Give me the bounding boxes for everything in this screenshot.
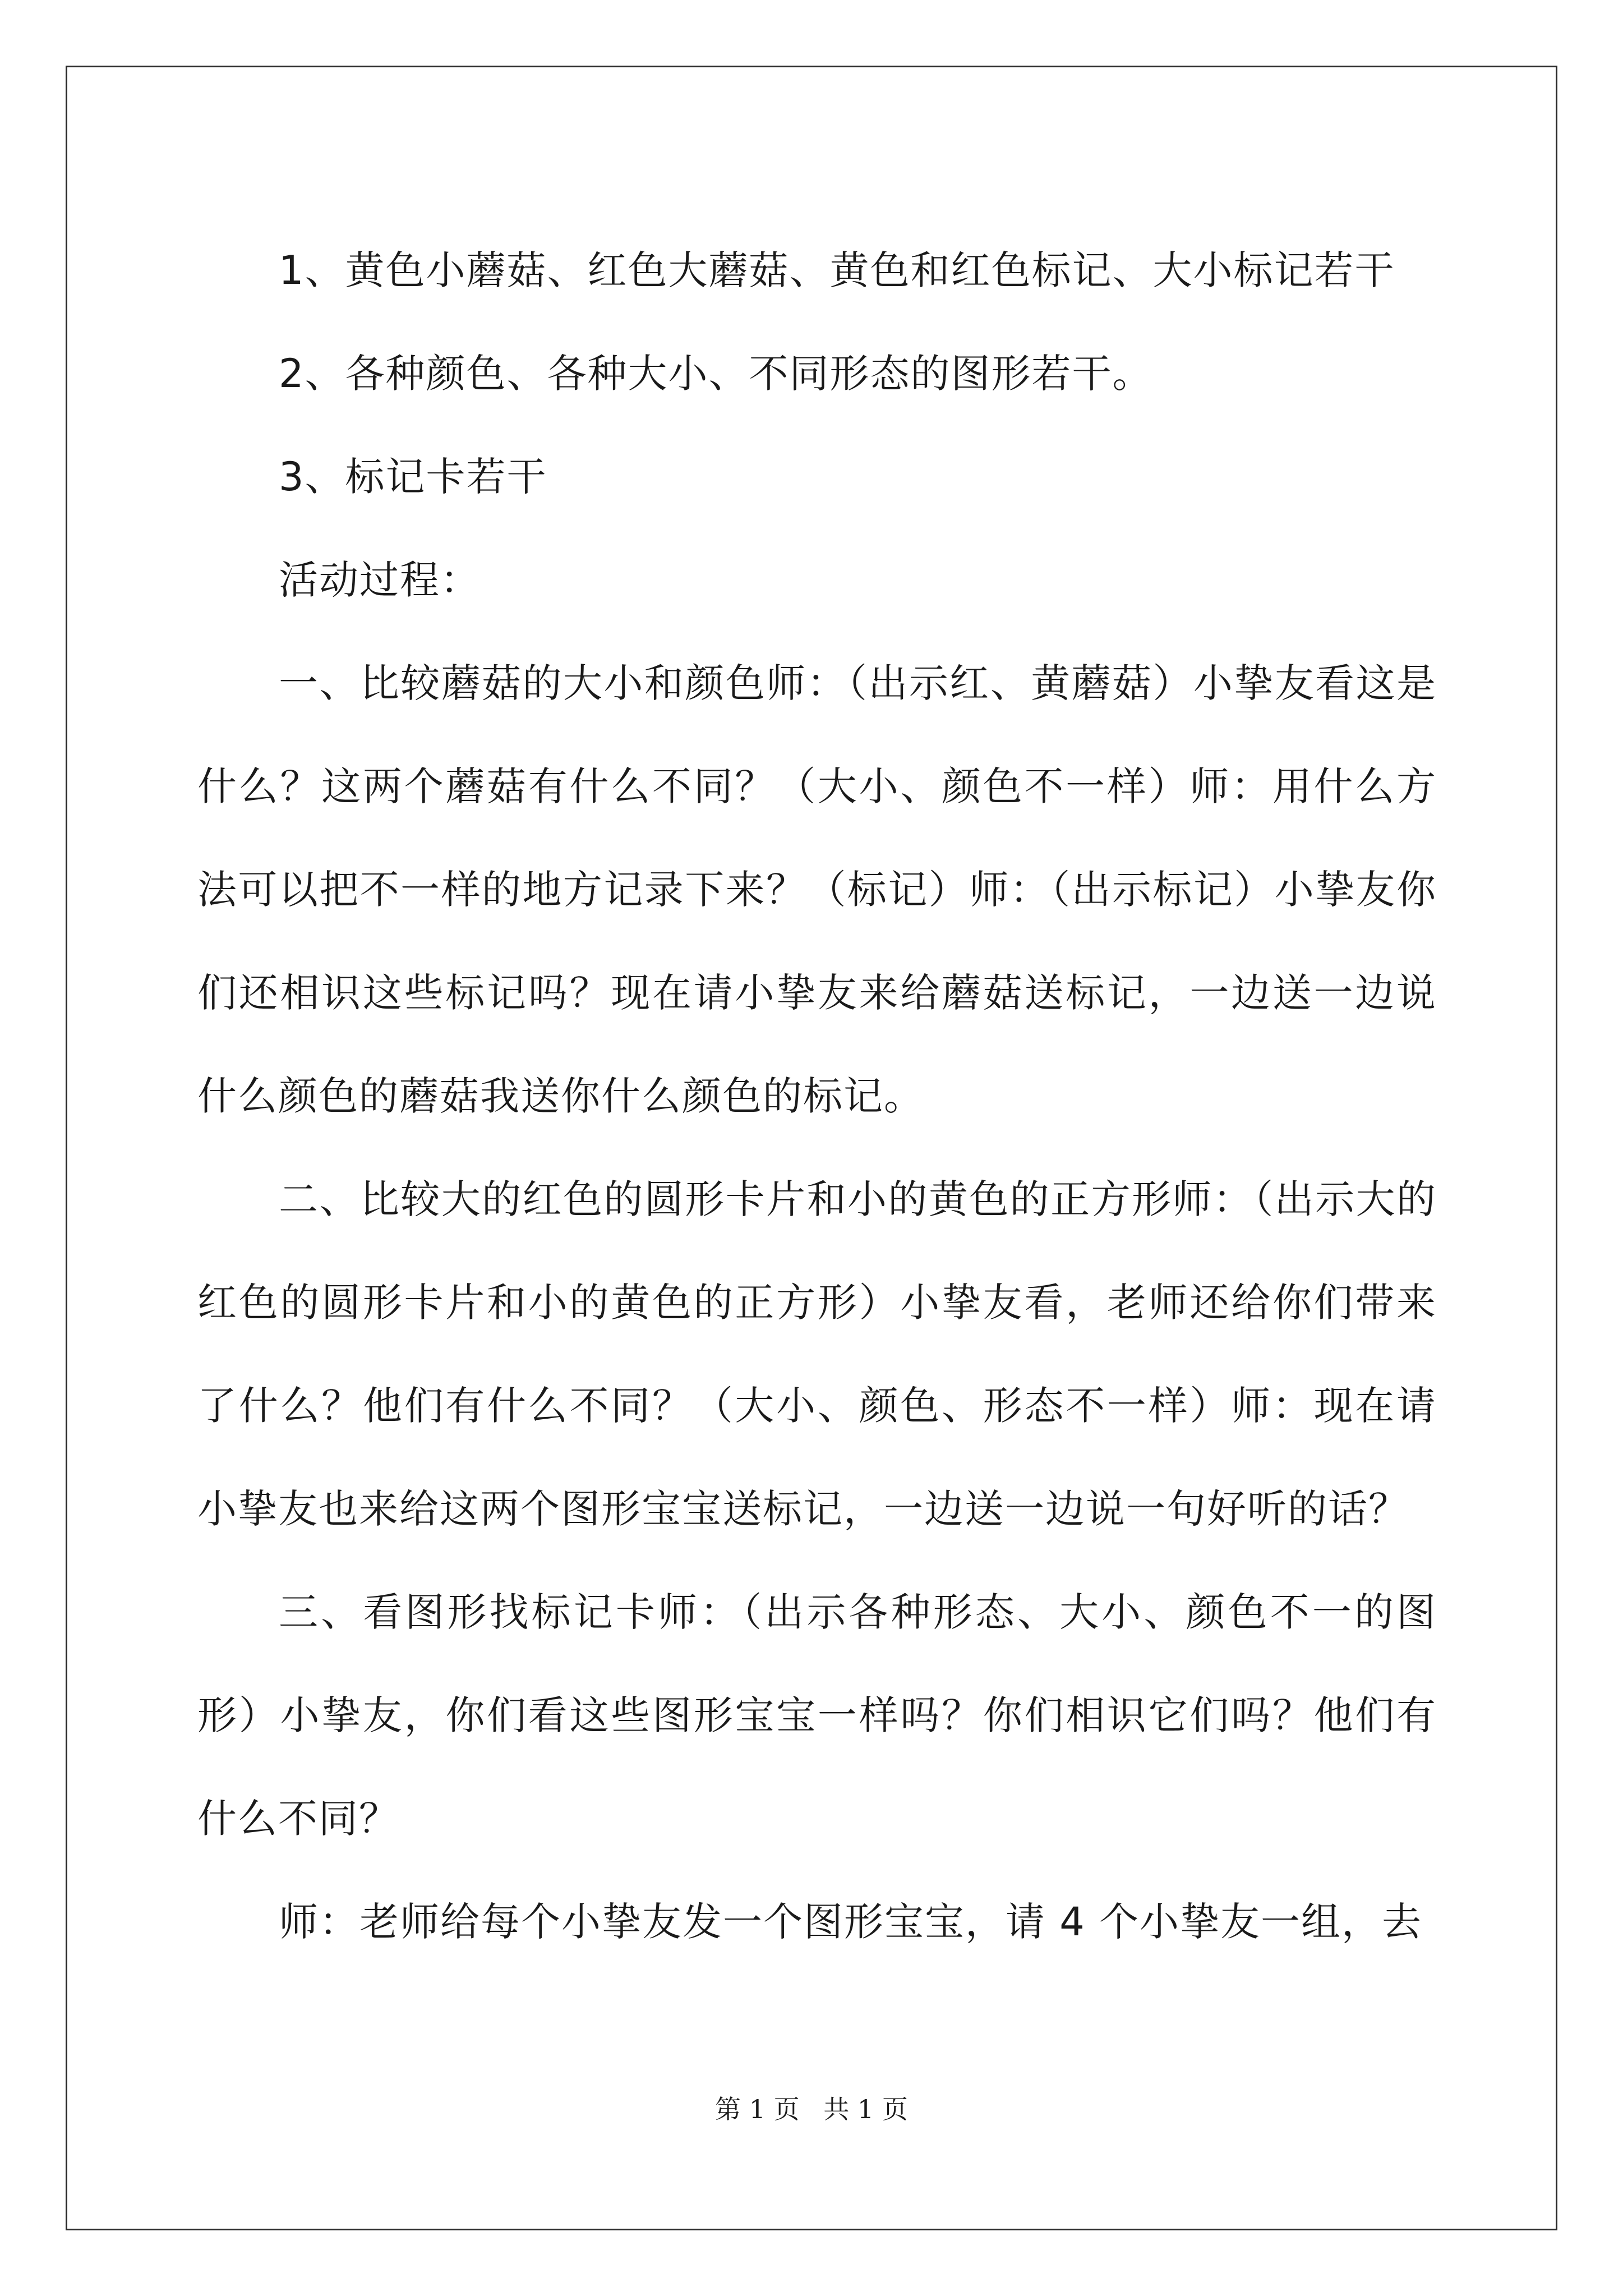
- paragraph: 一、比较蘑菇的大小和颜色师：（出示红、黄蘑菇）小挚友看这是什么？这两个蘑菇有什么不同？（大小、颜色不一样）师：用什么方法可以把不一样的地方记录下来？（标记）师：（出示标记）小挚友你们还相识这些标记吗？现在请小挚友来给蘑菇送标记，一边送一边说什么颜色的蘑菇我送你什么颜色的标记。: [197, 660, 1437, 1119]
- document-body: [197, 219, 1437, 1973]
- paragraph: 活动过程：: [279, 557, 481, 603]
- paragraph: 师：老师给每个小挚友发一个图形宝宝，请 4 个小挚友一组，去: [279, 1899, 1423, 1945]
- page-number: 第 1 页: [715, 2094, 800, 2124]
- paragraph: 3、标记卡若干: [279, 454, 547, 500]
- paragraph: 1、黄色小蘑菇、红色大蘑菇、黄色和红色标记、大小标记若干: [279, 247, 1395, 293]
- page-footer: [0, 2092, 1623, 2126]
- paragraph: 二、比较大的红色的圆形卡片和小的黄色的正方形师：（出示大的红色的圆形卡片和小的黄色的正方形）小挚友看，老师还给你们带来了什么？他们有什么不同？（大小、颜色、形态不一样）师：现在请小挚友也来给这两个图形宝宝送标记，一边送一边说一句好听的话？: [197, 1176, 1437, 1532]
- paragraph: 2、各种颜色、各种大小、不同形态的图形若干。: [279, 351, 1153, 397]
- paragraph: 三、看图形找标记卡师：（出示各种形态、大小、颜色不一的图形）小挚友，你们看这些图形宝宝一样吗？你们相识它们吗？他们有什么不同？: [197, 1589, 1437, 1842]
- page-total: 共 1 页: [823, 2094, 908, 2124]
